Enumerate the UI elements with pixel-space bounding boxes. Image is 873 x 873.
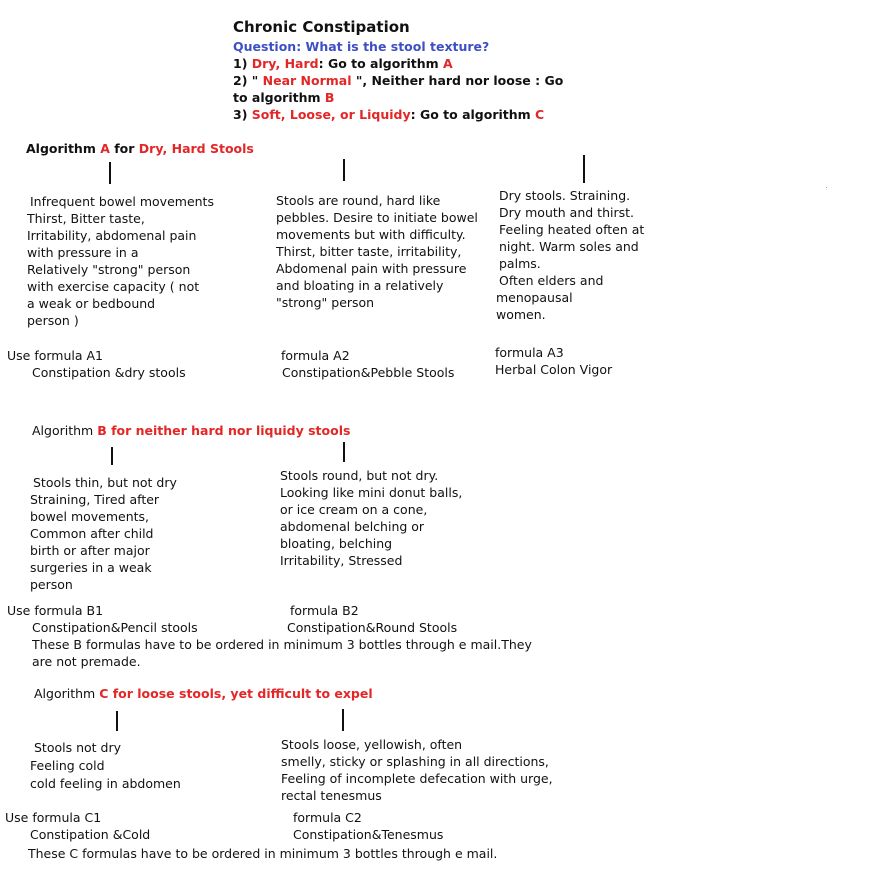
formula-a3-name: formula A3 [495,345,564,360]
list-item: and bloating in a relatively [276,278,444,293]
formula-b1-name: Use formula B1 [7,603,104,618]
formula-a1-description: Constipation &dry stools [32,365,186,380]
list-item: pebbles. Desire to initiate bowel [276,210,478,225]
stool-texture-question: Question: What is the stool texture? [233,39,490,54]
list-item: Common after child [30,526,154,541]
list-item: Often elders and [499,273,604,288]
list-item: Stools loose, yellowish, often [281,737,463,752]
formula-c2-description: Constipation&Tenesmus [293,827,444,842]
algorithm-a1-symptoms [27,193,214,329]
list-item: Straining, Tired after [30,492,160,507]
formula-b1-description: Constipation&Pencil stools [32,620,198,635]
option-2: 2) " Near Normal ", Neither hard nor loose : Go [233,73,564,88]
list-item: birth or after major [30,543,150,558]
order-note-c: These C formulas have to be ordered in minimum 3 bottles through e mail. [28,846,498,861]
list-item: Feeling cold [30,758,105,773]
formula-a2-name: formula A2 [281,348,350,363]
list-item: with pressure in a [27,245,139,260]
list-item: Dry stools. Straining. [499,188,631,203]
connector-line-a3 [583,155,585,183]
list-item: cold feeling in abdomen [30,776,181,791]
formula-b2-name: formula B2 [290,603,359,618]
list-item: women. [496,307,546,322]
list-item: person [30,577,73,592]
connector-line-b2 [343,442,345,462]
order-note-b: These B formulas have to be ordered in minimum 3 bottles through e mail.They [32,637,532,652]
order-note-b-continued: are not premade. [32,654,141,669]
list-item: surgeries in a weak [30,560,152,575]
formula-c1-name: Use formula C1 [5,810,102,825]
algorithm-a-heading: Algorithm A for Dry, Hard Stools [26,141,254,156]
list-item: Irritability, abdomenal pain [27,228,197,243]
option-1: 1) Dry, Hard: Go to algorithm A [233,56,453,71]
connector-line-a1 [109,162,111,184]
formula-a3-description: Herbal Colon Vigor [495,362,613,377]
list-item: or ice cream on a cone, [280,502,428,517]
list-item: palms. [499,256,541,271]
option-2-continued: to algorithm B [233,90,335,105]
list-item: "strong" person [276,295,375,310]
algorithm-c2-symptoms [281,736,553,804]
formula-a2-description: Constipation&Pebble Stools [282,365,455,380]
stray-dot [826,187,827,188]
list-item: Thirst, Bitter taste, [27,211,145,226]
formula-a1-name: Use formula A1 [7,348,104,363]
connector-line-c2 [342,709,344,731]
list-item: person ) [27,313,79,328]
list-item: Abdomenal pain with pressure [276,261,467,276]
list-item: Relatively "strong" person [27,262,191,277]
list-item: rectal tenesmus [281,788,382,803]
algorithm-b2-symptoms [280,467,462,569]
algorithm-c1-symptoms [30,739,181,793]
formula-b2-description: Constipation&Round Stools [287,620,458,635]
connector-line-c1 [116,711,118,731]
list-item: Thirst, bitter taste, irritability, [276,244,462,259]
list-item: Stools round, but not dry. [280,468,439,483]
list-item: night. Warm soles and [499,239,639,254]
list-item: Stools are round, hard like [276,193,441,208]
algorithm-a3-symptoms [496,187,645,323]
formula-c2-name: formula C2 [293,810,362,825]
list-item: Stools not dry [34,740,122,755]
list-item: menopausal [496,290,573,305]
list-item: a weak or bedbound [27,296,156,311]
list-item: bloating, belching [280,536,393,551]
algorithm-b1-symptoms [30,474,177,593]
list-item: smelly, sticky or splashing in all directions, [281,754,549,769]
algorithm-c-heading: Algorithm C for loose stools, yet difficult to expel [34,686,373,701]
list-item: Dry mouth and thirst. [499,205,634,220]
page-title: Chronic Constipation [233,18,410,36]
list-item: Feeling heated often at [499,222,645,237]
list-item: movements but with difficulty. [276,227,466,242]
algorithm-a2-symptoms [276,192,478,311]
list-item: Feeling of incomplete defecation with urge, [281,771,553,786]
connector-line-a2 [343,159,345,181]
formula-c1-description: Constipation &Cold [30,827,151,842]
list-item: Infrequent bowel movements [30,194,214,209]
option-3: 3) Soft, Loose, or Liquidy: Go to algorithm C [233,107,545,122]
list-item: abdomenal belching or [280,519,425,534]
list-item: Irritability, Stressed [280,553,403,568]
connector-line-b1 [111,447,113,465]
algorithm-b-heading: Algorithm B for neither hard nor liquidy stools [32,423,351,438]
list-item: Looking like mini donut balls, [280,485,463,500]
list-item: bowel movements, [30,509,150,524]
list-item: Stools thin, but not dry [33,475,177,490]
list-item: with exercise capacity ( not [27,279,200,294]
